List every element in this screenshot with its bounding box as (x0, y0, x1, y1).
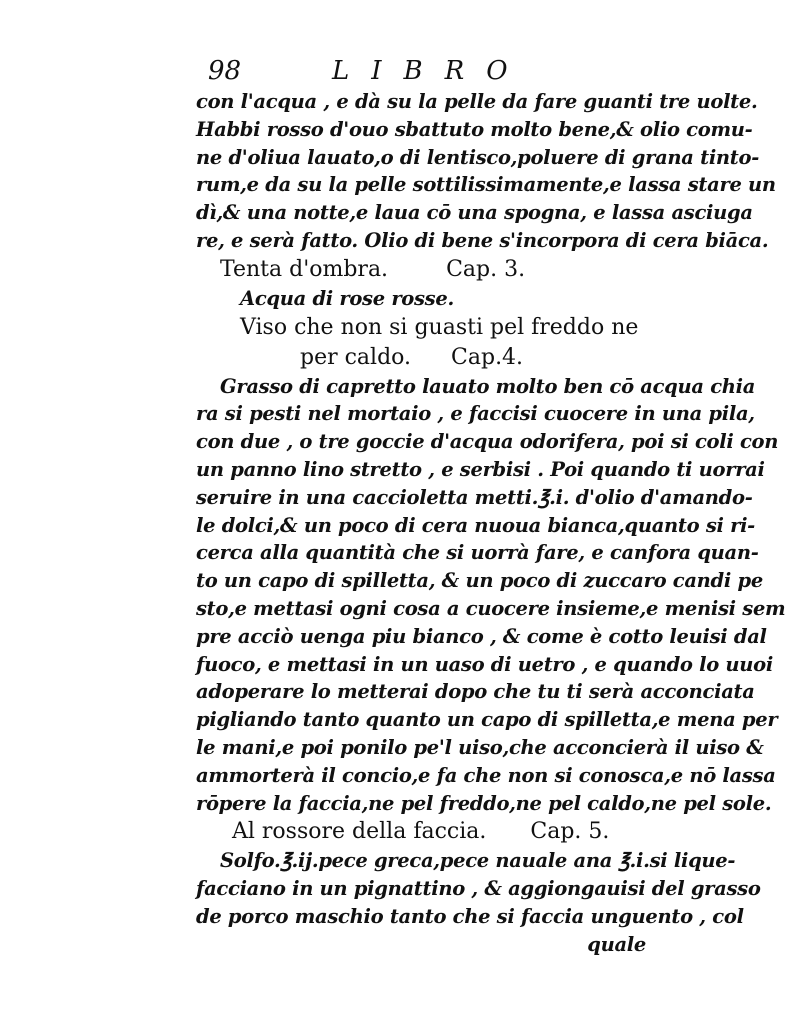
text-line: adoperare lo metterai dopo che tu ti serà acconciata (196, 680, 755, 704)
catchword: quale (587, 932, 646, 956)
chapter-number: Cap. 5. (530, 819, 610, 845)
chapter-number: Cap. 3. (446, 256, 526, 282)
chapter-heading-5 (196, 817, 656, 847)
chapter-title: Al rossore della faccia. (232, 819, 487, 845)
text-line: cerca alla quantità che si uorrà fare, e canfora quan- (196, 541, 759, 565)
text-line: pre acciò uenga piu bianco , & come è cotto leuisi dal (196, 624, 767, 648)
chapter-title: Tenta d'ombra. (220, 256, 389, 282)
text-line: re, e serà fatto. Olio di bene s'incorpora di cera biāca. (196, 228, 769, 252)
text-line: con due , o tre goccie d'acqua odorifera, poi si coli con (196, 430, 779, 454)
text-line: de porco maschio tanto che si faccia unguento , col (196, 904, 744, 928)
text-line: fuoco, e mettasi in un uaso di uetro , e quando lo uuoi (196, 652, 773, 676)
text-line: le dolci,& un poco di cera nuoua bianca,quanto si ri- (196, 513, 755, 537)
text-block (196, 88, 786, 959)
text-line: rōpere la faccia,ne pel freddo,ne pel caldo,ne pel sole. (196, 791, 772, 815)
running-head: LIBRO (332, 56, 530, 86)
text-line: sto,e mettasi ogni cosa a cuocere insieme,e menisi sem (196, 596, 786, 620)
text-line: Solfo.℥.ij.pece greca,pece nauale ana ℥.i.si lique- (220, 849, 736, 873)
text-line: le mani,e poi ponilo pe'l uiso,che acconcierà il uiso & (196, 735, 764, 759)
text-line: seruire in una caccioletta metti.℥.i. d'olio d'amando- (196, 485, 753, 509)
text-line: pigliando tanto quanto un capo di spilletta,e mena per (196, 708, 778, 732)
chapter-number: Cap.4. (451, 344, 524, 370)
chapter-heading-4: Viso che non si guasti pel freddo ne (240, 314, 639, 340)
text-line: Grasso di capretto lauato molto ben cō acqua chia (220, 374, 756, 398)
text-line: Habbi rosso d'ouo sbattuto molto bene,& olio comu- (196, 117, 753, 141)
text-line: un panno lino stretto , e serbisi . Poi quando ti uorrai (196, 457, 765, 481)
chapter-heading-3 (196, 255, 656, 285)
text-line: dì,& una notte,e laua cō una spogna, e lassa asciuga (196, 201, 753, 225)
recipe-title: Acqua di rose rosse. (240, 286, 454, 310)
chapter-heading-4-cont (196, 343, 656, 373)
page-number: 98 (208, 56, 242, 86)
text-line: ne d'oliua lauato,o di lentisco,poluere di grana tinto- (196, 145, 760, 169)
text-line: to un capo di spilletta, & un poco di zuccaro candi pe (196, 569, 763, 593)
page-header (208, 56, 648, 86)
text-line: ammorterà il concio,e fa che non si conosca,e nō lassa (196, 763, 776, 787)
text-line: rum,e da su la pelle sottilissimamente,e lassa stare un (196, 173, 776, 197)
text-line: ra si pesti nel mortaio , e faccisi cuocere in una pila, (196, 402, 755, 426)
text-line: con l'acqua , e dà su la pelle da fare guanti tre uolte. (196, 90, 758, 113)
text-line: facciano in un pignattino , & aggiongauisi del grasso (196, 877, 761, 901)
chapter-title: per caldo. (300, 344, 412, 370)
